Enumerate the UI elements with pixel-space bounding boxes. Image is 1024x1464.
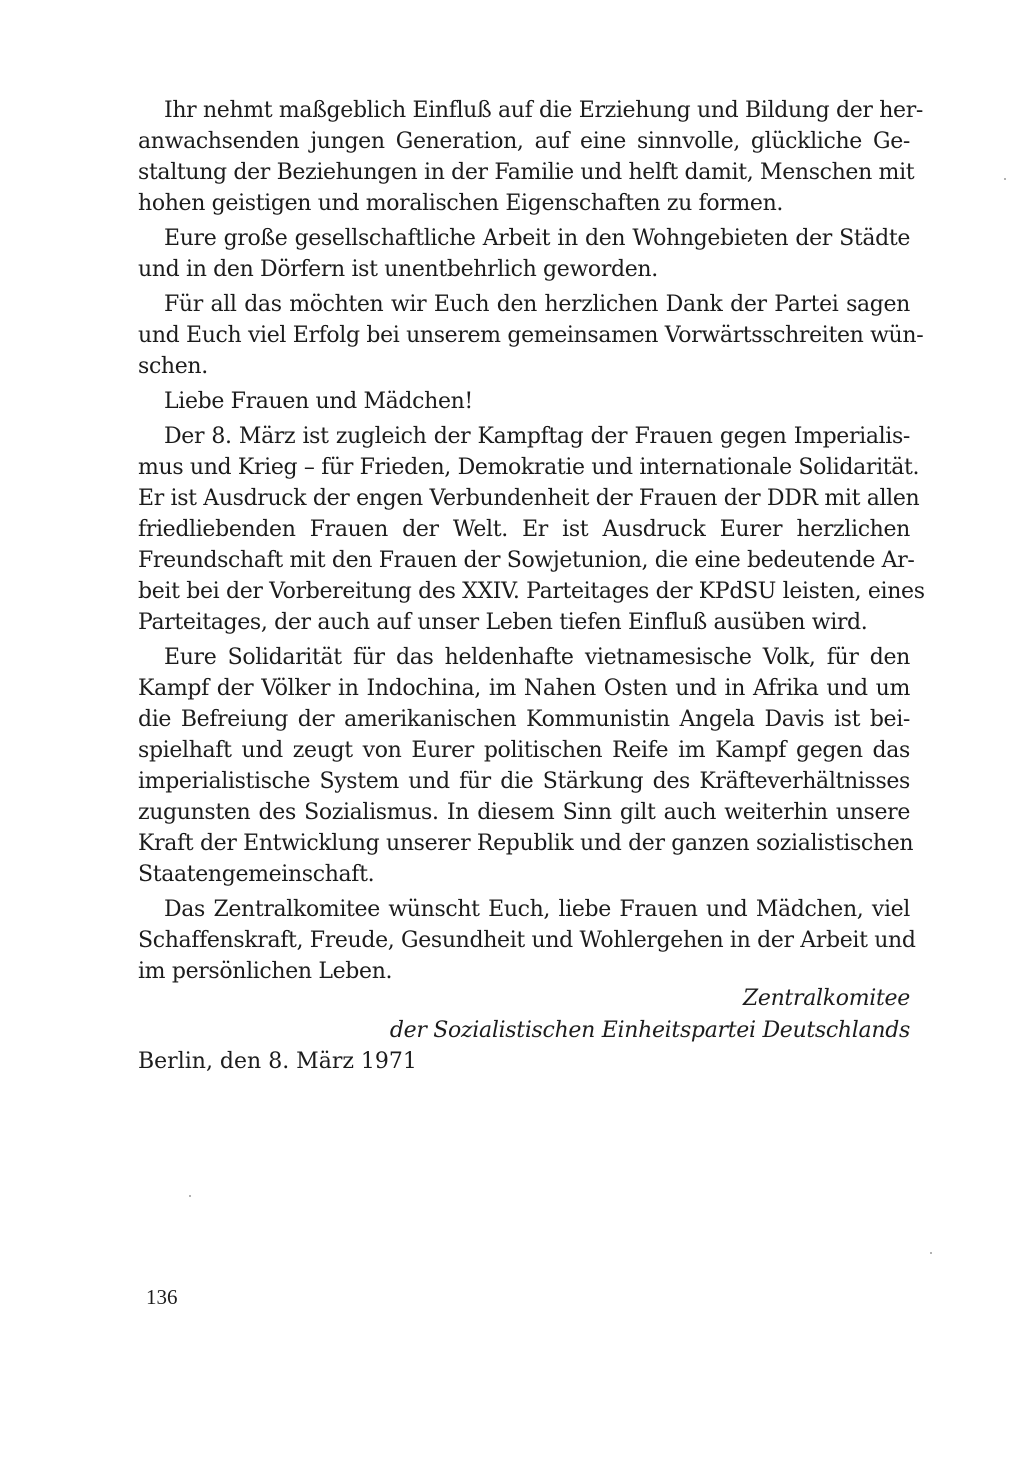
signature-block [390, 983, 910, 1047]
body-line: Staatengemeinschaft. [138, 862, 375, 887]
body-line: und in den Dörfern ist unentbehrlich geworden. [138, 257, 658, 282]
signature-line-2: der Sozialistischen Einheitspartei Deutschlands [389, 1018, 910, 1043]
body-line: mus und Krieg – für Frieden, Demokratie und internationale Solidarität. [138, 455, 920, 480]
body-line: Kampf der Völker in Indochina, im Nahen Osten und in Afrika und um [138, 676, 910, 701]
body-line: zugunsten des Sozialismus. In diesem Sinn gilt auch weiterhin unsere [138, 800, 910, 825]
scan-speck [189, 1195, 191, 1197]
body-line: beit bei der Vorbereitung des XXIV. Parteitages der KPdSU leisten, eines [138, 579, 925, 604]
scan-speck [930, 1252, 932, 1254]
place-date: Berlin, den 8. März 1971 [138, 1049, 417, 1074]
body-line: Eure große gesellschaftliche Arbeit in den Wohngebieten der Städte [164, 226, 910, 251]
body-line: Für all das möchten wir Euch den herzlichen Dank der Partei sagen [164, 292, 910, 317]
body-line: staltung der Beziehungen in der Familie und helft damit, Menschen mit [138, 160, 915, 185]
body-line: Freundschaft mit den Frauen der Sowjetunion, die eine bedeutende Ar- [138, 548, 915, 573]
body-line: hohen geistigen und moralischen Eigenschaften zu formen. [138, 191, 784, 216]
page-number: 136 [146, 1285, 178, 1309]
body-line: Der 8. März ist zugleich der Kampftag der Frauen gegen Imperialis- [164, 424, 910, 449]
body-line: Ihr nehmt maßgeblich Einfluß auf die Erziehung und Bildung der her- [164, 98, 923, 123]
letter-body [138, 95, 925, 991]
body-line: Kraft der Entwicklung unserer Republik und der ganzen sozialistischen [138, 831, 914, 856]
body-line: schen. [138, 354, 208, 379]
scan-speck [1004, 178, 1006, 180]
body-line: friedliebenden Frauen der Welt. Er ist Ausdruck Eurer herzlichen [138, 517, 910, 542]
body-line: im persönlichen Leben. [138, 959, 393, 984]
salutation: Liebe Frauen und Mädchen! [164, 389, 473, 414]
body-line: die Befreiung der amerikanischen Kommunistin Angela Davis ist bei- [138, 707, 910, 732]
body-line: Das Zentralkomitee wünscht Euch, liebe Frauen und Mädchen, viel [164, 897, 910, 922]
body-line: imperialistische System und für die Stärkung des Kräfteverhältnisses [138, 769, 910, 794]
body-line: und Euch viel Erfolg bei unserem gemeinsamen Vorwärtsschreiten wün- [138, 323, 924, 348]
body-line: Er ist Ausdruck der engen Verbundenheit der Frauen der DDR mit allen [138, 486, 920, 511]
body-line: anwachsenden jungen Generation, auf eine sinnvolle, glückliche Ge- [138, 129, 910, 154]
body-line: Parteitages, der auch auf unser Leben tiefen Einfluß ausüben wird. [138, 610, 868, 635]
body-line: Schaffenskraft, Freude, Gesundheit und Wohlergehen in der Arbeit und [138, 928, 916, 953]
body-line: spielhaft und zeugt von Eurer politischen Reife im Kampf gegen das [138, 738, 910, 763]
body-line: Eure Solidarität für das heldenhafte vietnamesische Volk, für den [164, 645, 910, 670]
signature-line-1: Zentralkomitee [742, 986, 910, 1011]
